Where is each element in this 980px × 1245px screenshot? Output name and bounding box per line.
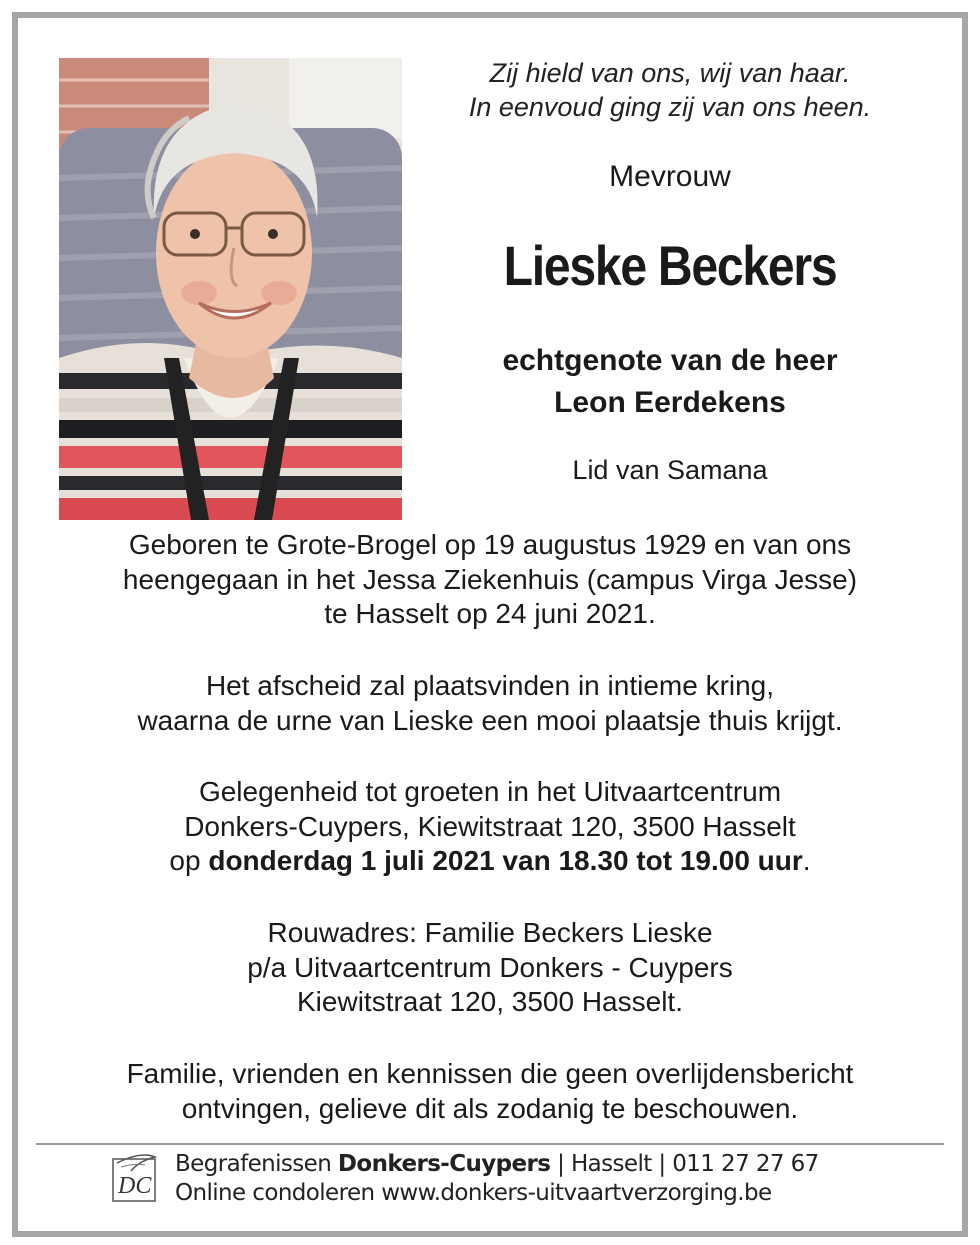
footer-company: Donkers-Cuypers — [337, 1151, 551, 1177]
visitation-suffix: . — [802, 845, 811, 876]
address-paragraph — [40, 916, 940, 1020]
footer-prefix: Begrafenissen — [175, 1151, 338, 1177]
birth-line-1: Geboren te Grote-Brogel op 19 augustus 1929 en van ons — [128, 529, 852, 560]
visitation-line-2: Donkers-Cuypers, Kiewitstraat 120, 3500 Hasselt — [184, 810, 796, 842]
footer-online-condolences: Online condoleren www.donkers-uitvaartverzorging.be — [175, 1180, 772, 1206]
birth-line-3: te Hasselt op 24 juni 2021. — [324, 598, 656, 629]
portrait-photo — [59, 58, 402, 520]
footer-text — [175, 1150, 819, 1208]
footer-location-phone: | Hasselt | 011 27 27 67 — [550, 1151, 819, 1177]
notice-paragraph — [40, 1057, 940, 1126]
notice-line-2: ontvingen, gelieve dit als zodanig te beschouwen. — [181, 1092, 799, 1124]
visitation-prefix: op — [169, 845, 209, 876]
title-mevrouw: Mevrouw — [609, 160, 731, 193]
address-line-3: Kiewitstraat 120, 3500 Hasselt. — [297, 986, 683, 1017]
visitation-paragraph — [40, 775, 940, 879]
farewell-paragraph — [40, 669, 940, 738]
quote-line-2: In eenvoud ging zij van ons heen. — [468, 92, 872, 122]
visitation-line-1: Gelegenheid tot groeten in het Uitvaartcentrum — [198, 776, 782, 807]
spouse-info — [420, 340, 920, 424]
notice-line-1: Familie, vrienden en kennissen die geen overlijdensbericht — [126, 1058, 854, 1089]
spouse-name: Leon Eerdekens — [554, 386, 786, 419]
funeral-home-logo-icon — [111, 1151, 159, 1205]
farewell-line-2: waarna de urne van Lieske een mooi plaatsje thuis krijgt. — [137, 704, 843, 736]
birth-line-2: heengegaan in het Jessa Ziekenhuis (campus Virga Jesse) — [122, 563, 858, 595]
footer-line-1 — [175, 1150, 819, 1179]
deceased-name: Lieske Beckers — [503, 234, 837, 297]
spouse-line-1: echtgenote van de heer — [502, 344, 838, 377]
visitation-line-3 — [40, 844, 940, 879]
footer-divider — [36, 1143, 944, 1145]
address-line-2: p/a Uitvaartcentrum Donkers - Cuypers — [247, 951, 733, 983]
membership: Lid van Samana — [572, 455, 768, 485]
visitation-date-time: donderdag 1 juli 2021 van 18.30 tot 19.00 uur — [208, 845, 803, 876]
quote-line-1: Zij hield van ons, wij van haar. — [489, 58, 851, 88]
logo-letters: DC — [118, 1173, 152, 1199]
address-line-1: Rouwadres: Familie Beckers Lieske — [267, 917, 713, 948]
birth-paragraph — [40, 528, 940, 632]
farewell-line-1: Het afscheid zal plaatsvinden in intieme kring, — [205, 670, 775, 701]
